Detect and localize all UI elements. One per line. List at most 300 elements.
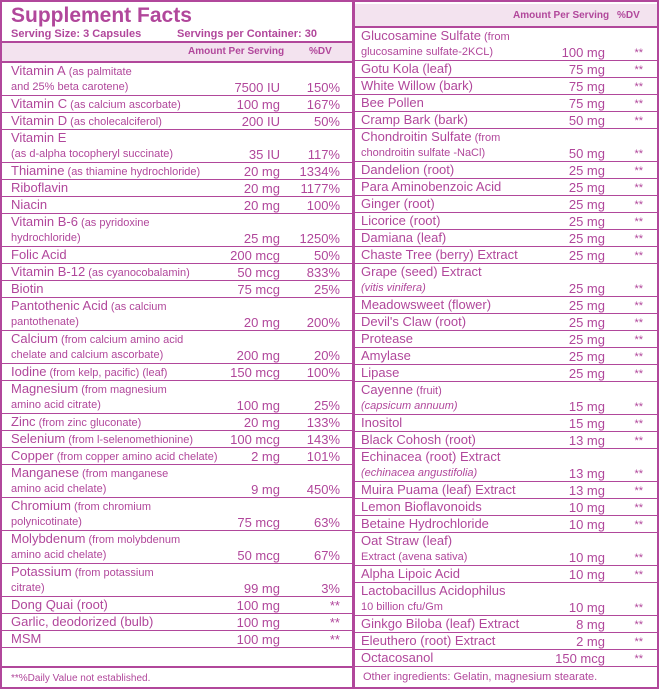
nutrient-row [2, 96, 352, 113]
nutrient-source: (from calcium amino acid [57, 334, 184, 346]
dv-value: ** [634, 468, 643, 480]
amount-value: 25 mg [568, 248, 605, 263]
dv-value: ** [634, 199, 643, 211]
nutrient-main: Zinc [11, 414, 36, 429]
nutrient-row [2, 364, 352, 381]
nutrient-row [355, 382, 657, 415]
nutrient-name [11, 532, 231, 562]
nutrient-main: Echinacea (root) Extract [361, 449, 501, 464]
nutrient-row [355, 179, 657, 196]
dv-value: ** [329, 598, 340, 613]
nutrient-main: Vitamin B-12 [11, 264, 86, 279]
amount-value: 50 mg [568, 146, 605, 161]
dv-value: 1250% [299, 231, 340, 246]
nutrient-name [11, 332, 231, 362]
nutrient-name [11, 598, 231, 613]
dv-value: ** [634, 233, 643, 245]
nutrient-name [11, 466, 231, 496]
nutrient-name [11, 565, 231, 595]
dv-value: 50% [313, 114, 340, 129]
nutrient-row [355, 633, 657, 650]
nutrient-row [355, 297, 657, 314]
dv-value: ** [634, 47, 643, 59]
dv-value: ** [634, 653, 643, 665]
dv-value: 101% [306, 449, 340, 464]
nutrient-detail: amino acid chelate) [11, 549, 107, 561]
dv-value: ** [634, 98, 643, 110]
dv-header: %DV [309, 46, 332, 57]
nutrient-row [355, 499, 657, 516]
amount-value: 13 mg [568, 483, 605, 498]
nutrient-row [2, 414, 352, 431]
dv-value: ** [634, 552, 643, 564]
amount-value: 20 mg [243, 164, 280, 179]
nutrient-row [355, 449, 657, 482]
nutrient-row [355, 348, 657, 365]
dv-value: ** [634, 283, 643, 295]
amount-value: 10 mg [568, 550, 605, 565]
nutrient-name [11, 265, 231, 280]
amount-value: 200 mcg [230, 248, 280, 263]
servings-per-container: Servings per Container: 30 [177, 28, 317, 40]
nutrient-name [11, 365, 231, 380]
nutrient-row [2, 180, 352, 197]
nutrient-name [361, 96, 601, 111]
amount-value: 13 mg [568, 466, 605, 481]
nutrient-row [355, 314, 657, 331]
nutrient-row [355, 650, 657, 667]
nutrient-detail: pantothenate) [11, 316, 79, 328]
dv-value: 133% [306, 415, 340, 430]
nutrient-main: Meadowsweet (flower) [361, 297, 492, 312]
nutrient-main: Dong Quai (root) [11, 597, 108, 612]
nutrient-row [2, 465, 352, 498]
nutrient-main: Potassium [11, 564, 72, 579]
nutrient-main: Molybdenum [11, 531, 86, 546]
amount-value: 25 mg [568, 298, 605, 313]
dv-value: 450% [306, 482, 340, 497]
nutrient-name [11, 432, 231, 447]
dv-value: 50% [313, 248, 340, 263]
nutrient-detail: and 25% beta carotene) [11, 81, 129, 93]
dv-value: ** [329, 632, 340, 647]
dv-value: 167% [306, 97, 340, 112]
right-ingredient-list [355, 28, 657, 667]
nutrient-row [2, 498, 352, 531]
nutrient-name [11, 499, 231, 529]
nutrient-source: (from magnesium [78, 384, 167, 396]
nutrient-main: Damiana (leaf) [361, 230, 447, 245]
nutrient-row [355, 616, 657, 633]
nutrient-name [361, 180, 601, 195]
nutrient-name [361, 265, 601, 295]
amount-value: 100 mg [236, 97, 280, 112]
amount-value: 25 mg [568, 163, 605, 178]
dv-value: ** [634, 182, 643, 194]
nutrient-row [355, 583, 657, 616]
nutrient-main: Folic Acid [11, 247, 67, 262]
dv-value: ** [634, 317, 643, 329]
nutrient-row [2, 130, 352, 163]
amount-value: 200 mg [236, 348, 280, 363]
serving-size: Serving Size: 3 Capsules [11, 28, 142, 40]
amount-value: 100 mg [236, 615, 280, 630]
amount-value: 100 mg [236, 632, 280, 647]
nutrient-row [355, 365, 657, 382]
nutrient-row [355, 78, 657, 95]
dv-value: ** [634, 368, 643, 380]
nutrient-row [2, 381, 352, 414]
nutrient-main: Licorice (root) [361, 213, 441, 228]
dv-value: ** [634, 148, 643, 160]
column-header-right [355, 4, 657, 28]
amount-value: 150 mcg [230, 365, 280, 380]
amount-value: 75 mg [568, 62, 605, 77]
nutrient-detail: glucosamine sulfate-2KCL) [361, 46, 494, 58]
dv-value: 200% [306, 315, 340, 330]
nutrient-detail: Extract (avena sativa) [361, 551, 468, 563]
nutrient-main: Vitamin E [11, 130, 67, 145]
panel-title: Supplement Facts [11, 4, 192, 27]
nutrient-main: White Willow (bark) [361, 78, 473, 93]
nutrient-name [11, 198, 231, 213]
nutrient-main: Dandelion (root) [361, 162, 455, 177]
nutrient-main: Ginkgo Biloba (leaf) Extract [361, 616, 520, 631]
nutrient-name [11, 449, 231, 464]
nutrient-source: (fruit) [413, 385, 442, 397]
nutrient-main: Manganese [11, 465, 79, 480]
nutrient-name [11, 415, 231, 430]
amount-value: 25 mg [568, 366, 605, 381]
nutrient-row [2, 163, 352, 180]
amount-value: 35 IU [248, 147, 280, 162]
nutrient-name [361, 163, 601, 178]
nutrient-name [11, 248, 231, 263]
amount-value: 20 mg [243, 415, 280, 430]
nutrient-source: (as palmitate [65, 66, 132, 78]
column-header [2, 41, 352, 63]
dv-value: 63% [313, 515, 340, 530]
nutrient-name [361, 500, 601, 515]
nutrient-name [361, 366, 601, 381]
nutrient-main: Protease [361, 331, 414, 346]
dv-value: ** [634, 485, 643, 497]
nutrient-main: Vitamin C [11, 96, 68, 111]
dv-value: ** [634, 334, 643, 346]
nutrient-main: Eleuthero (root) Extract [361, 633, 496, 648]
nutrient-main: Vitamin B-6 [11, 214, 78, 229]
nutrient-main: Chromium [11, 498, 71, 513]
nutrient-row [355, 264, 657, 297]
nutrient-row [355, 566, 657, 583]
dv-value: 25% [313, 398, 340, 413]
amount-value: 50 mg [568, 113, 605, 128]
nutrient-row [2, 63, 352, 96]
nutrient-source: (from copper amino acid chelate) [53, 451, 218, 463]
amount-value: 25 mg [568, 332, 605, 347]
nutrient-name [11, 615, 231, 630]
dv-value: ** [329, 615, 340, 630]
nutrient-source: (as calcium ascorbate) [67, 99, 181, 111]
nutrient-detail: 10 billion cfu/Gm [361, 601, 443, 613]
nutrient-main: Cramp Bark (bark) [361, 112, 468, 127]
amount-value: 15 mg [568, 399, 605, 414]
nutrient-name [361, 450, 601, 480]
amount-value: 75 mg [568, 79, 605, 94]
nutrient-main: Iodine [11, 364, 47, 379]
other-ingredients: Other ingredients: Gelatin, magnesium stearate. [363, 671, 598, 683]
nutrient-row [2, 614, 352, 631]
nutrient-row [355, 129, 657, 162]
nutrient-row [2, 597, 352, 614]
dv-value: ** [634, 165, 643, 177]
nutrient-detail: chondroitin sulfate -NaCl) [361, 147, 486, 159]
nutrient-source: (as pyridoxine [77, 217, 150, 229]
nutrient-detail: citrate) [11, 582, 45, 594]
nutrient-name [361, 62, 601, 77]
nutrient-row [355, 516, 657, 533]
dv-value: ** [634, 636, 643, 648]
dv-value: ** [634, 351, 643, 363]
nutrient-source: (from zinc gluconate) [35, 417, 142, 429]
dv-value: 117% [307, 147, 340, 162]
nutrient-row [355, 162, 657, 179]
nutrient-detail: amino acid chelate) [11, 483, 107, 495]
nutrient-detail: hydrochloride) [11, 232, 81, 244]
dv-value: ** [634, 502, 643, 514]
amount-value: 100 mcg [230, 432, 280, 447]
nutrient-name [361, 584, 601, 614]
nutrient-main: Betaine Hydrochloride [361, 516, 489, 531]
nutrient-main: Thiamine [11, 163, 65, 178]
amount-value: 75 mcg [237, 282, 280, 297]
dv-value: ** [634, 115, 643, 127]
nutrient-detail: (vitis vinifera) [361, 282, 426, 294]
dv-value: 1334% [299, 164, 340, 179]
nutrient-row [2, 247, 352, 264]
nutrient-main: Amylase [361, 348, 411, 363]
nutrient-name [361, 248, 601, 263]
nutrient-main: Muira Puama (leaf) Extract [361, 482, 516, 497]
nutrient-source: (from [480, 31, 510, 43]
amount-value: 99 mg [243, 581, 280, 596]
nutrient-name [361, 298, 601, 313]
amount-value: 100 mg [236, 398, 280, 413]
dv-value: ** [634, 300, 643, 312]
nutrient-row [355, 61, 657, 78]
nutrient-main: Vitamin A [11, 63, 66, 78]
nutrient-main: Para Aminobenzoic Acid [361, 179, 502, 194]
dv-value: 67% [313, 548, 340, 563]
amount-value: 2 mg [251, 449, 280, 464]
nutrient-main: Bee Pollen [361, 95, 424, 110]
nutrient-detail: (as d-alpha tocopheryl succinate) [11, 148, 174, 160]
nutrient-row [355, 95, 657, 112]
nutrient-name [361, 214, 601, 229]
amount-value: 20 mg [243, 198, 280, 213]
nutrient-name [361, 617, 601, 632]
dv-value: 20% [313, 348, 340, 363]
nutrient-source: (from [471, 132, 501, 144]
amount-value: 75 mg [568, 96, 605, 111]
amount-value: 25 mg [568, 197, 605, 212]
dv-value: 143% [306, 432, 340, 447]
nutrient-source: (as calcium [107, 301, 167, 313]
dv-value: ** [634, 435, 643, 447]
nutrient-row [355, 415, 657, 432]
nutrient-name [11, 282, 231, 297]
nutrient-name [361, 130, 601, 160]
nutrient-main: MSM [11, 631, 42, 646]
dv-value: 3% [321, 581, 340, 596]
nutrient-source: (from kelp, pacific) (leaf) [46, 367, 168, 379]
nutrient-row [2, 531, 352, 564]
nutrient-name [361, 113, 601, 128]
nutrient-main: Biotin [11, 281, 44, 296]
footnote: **%Daily Value not established. [11, 673, 151, 684]
nutrient-name [361, 634, 601, 649]
dv-value: ** [634, 418, 643, 430]
nutrient-row [355, 533, 657, 566]
nutrient-name [361, 383, 601, 413]
amount-value: 50 mcg [237, 265, 280, 280]
nutrient-name [11, 181, 231, 196]
amount-value: 75 mcg [237, 515, 280, 530]
amount-header-right: Amount Per Serving [513, 10, 610, 21]
nutrient-main: Gotu Kola (leaf) [361, 61, 453, 76]
nutrient-source: (from potassium [71, 567, 154, 579]
nutrient-name [361, 416, 601, 431]
nutrient-name [11, 382, 231, 412]
nutrient-name [361, 197, 601, 212]
nutrient-source: (from manganese [78, 468, 169, 480]
dv-value: ** [634, 250, 643, 262]
nutrient-main: Chaste Tree (berry) Extract [361, 247, 518, 262]
nutrient-main: Devil's Claw (root) [361, 314, 467, 329]
nutrient-name [361, 349, 601, 364]
amount-value: 10 mg [568, 600, 605, 615]
amount-value: 25 mg [568, 214, 605, 229]
amount-value: 10 mg [568, 500, 605, 515]
nutrient-row [2, 631, 352, 648]
amount-value: 25 mg [568, 231, 605, 246]
nutrient-main: Glucosamine Sulfate [361, 28, 481, 43]
nutrient-detail: (capsicum annuum) [361, 400, 458, 412]
amount-value: 25 mg [568, 349, 605, 364]
nutrient-main: Pantothenic Acid [11, 298, 108, 313]
nutrient-main: Selenium [11, 431, 66, 446]
nutrient-main: Lipase [361, 365, 400, 380]
amount-value: 25 mg [568, 180, 605, 195]
nutrient-main: Lemon Bioflavonoids [361, 499, 482, 514]
amount-value: 15 mg [568, 416, 605, 431]
nutrient-row [2, 113, 352, 130]
dv-header-right: %DV [617, 10, 640, 21]
nutrient-detail: chelate and calcium ascorbate) [11, 349, 164, 361]
nutrient-name [361, 483, 601, 498]
dv-value: ** [634, 619, 643, 631]
nutrient-name [361, 332, 601, 347]
nutrient-row [355, 482, 657, 499]
amount-value: 2 mg [576, 634, 605, 649]
amount-value: 8 mg [576, 617, 605, 632]
nutrient-source: (from molybdenum [85, 534, 181, 546]
nutrient-row [2, 298, 352, 331]
nutrient-row [2, 331, 352, 364]
dv-value: 1177% [300, 181, 340, 196]
nutrient-name [11, 97, 231, 112]
amount-value: 150 mcg [555, 651, 605, 666]
nutrient-main: Riboflavin [11, 180, 69, 195]
amount-value: 200 IU [241, 114, 280, 129]
nutrient-name [11, 215, 231, 245]
nutrient-main: Black Cohosh (root) [361, 432, 476, 447]
amount-header: Amount Per Serving [188, 46, 285, 57]
amount-value: 20 mg [243, 181, 280, 196]
nutrient-main: Octacosanol [361, 650, 434, 665]
nutrient-row [355, 331, 657, 348]
serving-info [2, 28, 352, 41]
nutrient-row [355, 230, 657, 247]
nutrient-name [11, 114, 231, 129]
nutrient-row [355, 112, 657, 129]
nutrient-main: Chondroitin Sulfate [361, 129, 472, 144]
nutrient-main: Vitamin D [11, 113, 68, 128]
bottom-rule [2, 666, 352, 668]
nutrient-main: Grape (seed) Extract [361, 264, 482, 279]
nutrient-main: Garlic, deodorized (bulb) [11, 614, 154, 629]
amount-value: 25 mg [568, 281, 605, 296]
nutrient-name [361, 315, 601, 330]
nutrient-row [2, 564, 352, 597]
nutrient-main: Niacin [11, 197, 48, 212]
nutrient-row [2, 431, 352, 448]
nutrient-detail: polynicotinate) [11, 516, 82, 528]
nutrient-row [355, 213, 657, 230]
left-nutrient-list [2, 63, 352, 648]
nutrient-row [2, 448, 352, 465]
nutrient-row [2, 214, 352, 247]
nutrient-name [11, 632, 231, 647]
nutrient-name [11, 131, 231, 161]
nutrient-row [2, 264, 352, 281]
nutrient-row [2, 197, 352, 214]
nutrient-name [11, 164, 231, 179]
nutrient-main: Oat Straw (leaf) [361, 533, 453, 548]
dv-value: 100% [306, 198, 340, 213]
amount-value: 25 mg [568, 315, 605, 330]
amount-value: 10 mg [568, 567, 605, 582]
nutrient-row [355, 28, 657, 61]
nutrient-main: Cayenne [361, 382, 414, 397]
dv-value: ** [634, 64, 643, 76]
nutrient-main: Ginger (root) [361, 196, 435, 211]
nutrient-detail: amino acid citrate) [11, 399, 101, 411]
nutrient-source: (as cyanocobalamin) [85, 267, 190, 279]
amount-value: 100 mg [236, 598, 280, 613]
nutrient-main: Calcium [11, 331, 58, 346]
dv-value: ** [634, 216, 643, 228]
left-column [2, 2, 352, 648]
dv-value: ** [634, 602, 643, 614]
nutrient-name [361, 231, 601, 246]
nutrient-main: Magnesium [11, 381, 79, 396]
nutrient-row [355, 247, 657, 264]
right-column [355, 2, 657, 667]
dv-value: ** [634, 569, 643, 581]
dv-value: 25% [313, 282, 340, 297]
nutrient-row [355, 432, 657, 449]
